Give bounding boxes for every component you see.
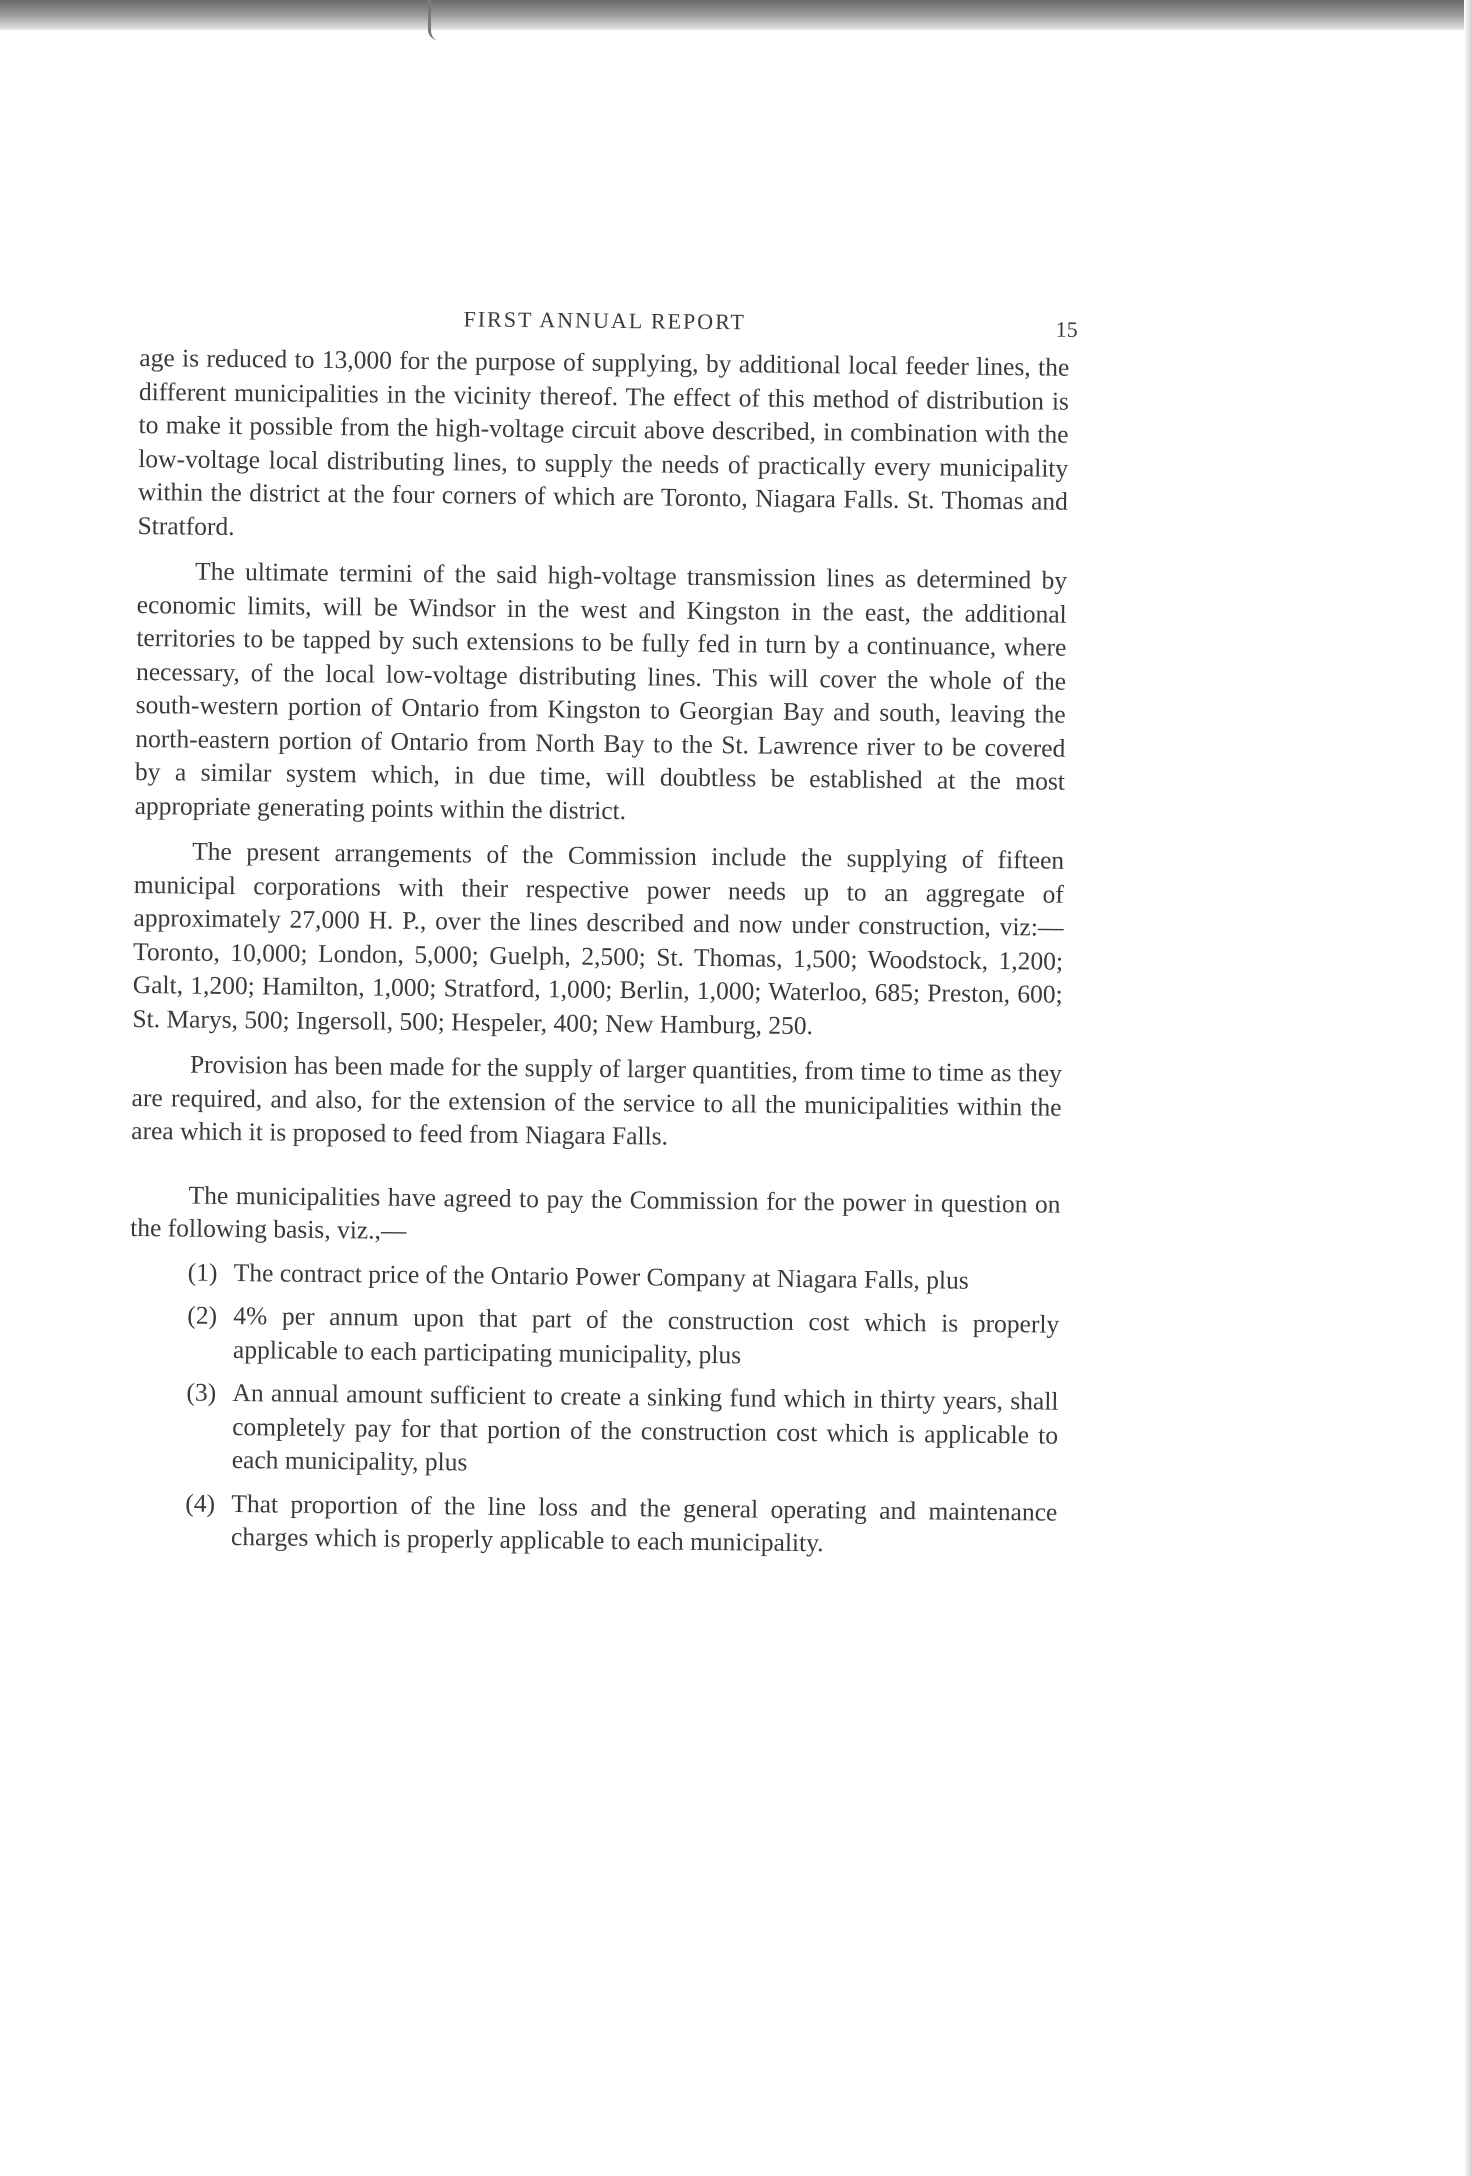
list-item-text: An annual amount sufficient to create a sinking fund which in thirty years, shall completely pay for that portion of the construction cost which is applicable to each municipality, plus [231, 1378, 1059, 1477]
list-item [128, 1375, 1059, 1485]
paragraph-4: Provision has been made for the supply of larger quantities, from time to time as they are required, and also, for the extension of the service to all the municipalities within the area which it is proposed to feed from Niagara Falls. [131, 1049, 1063, 1151]
list-item [130, 1254, 1060, 1297]
list-item-number: (4) [185, 1488, 216, 1518]
document-page [127, 295, 1078, 1562]
scan-mark [428, 0, 441, 40]
list-item [129, 1298, 1060, 1375]
list-item [127, 1485, 1058, 1562]
running-head [140, 295, 1078, 351]
paragraph-1: age is reduced to 13,000 for the purpose of supplying, by additional local feeder lines, the different municipalities in the vicinity thereof. The effect of this method of distribution is to make it possible from the high-voltage circuit above described, in combination with the low-voltage local distributing lines, to supply the needs of practically every municipality within the district at the four corners of which are Toronto, Niagara Falls. St. Thomas and Stratford. [137, 342, 1070, 541]
list-item-number: (1) [187, 1257, 218, 1287]
list-item-number: (3) [186, 1377, 217, 1407]
running-head-title: FIRST ANNUAL REPORT [463, 306, 747, 335]
list-item-text: The contract price of the Ontario Power Company at Niagara Falls, plus [233, 1257, 969, 1295]
paragraph-5: The municipalities have agreed to pay the Commission for the power in question on the following basis, viz.,— [130, 1180, 1061, 1245]
page-number: 15 [1055, 316, 1078, 342]
list-item-number: (2) [187, 1300, 218, 1330]
paragraph-2: The ultimate termini of the said high-voltage transmission lines as determined by economic limits, will be Windsor in the west and Kingston in the east, the additional territories to be tapped by such extensions to be fully fed in turn by a continuance, where necessary, of the local low-voltage distributing lines. This will cover the whole of the south-western portion of Ontario from Kingston to Georgian Bay and south, leaving the north-eastern portion of Ontario from North Bay to the St. Lawrence river to be covered by a similar system which, in due time, will doubtless be established at the most appropriate generating points within the district. [134, 556, 1068, 825]
list-item-text: That proportion of the line loss and the general operating and maintenance charges which is properly applicable to each municipality. [230, 1488, 1058, 1558]
payment-conditions-list [127, 1254, 1060, 1562]
paragraph-3: The present arrangements of the Commission include the supplying of fifteen municipal corporations with their respective power needs up to an aggregate of approximately 27,000 H. P., over the lines described and now under construction, viz:—Toronto, 10,000; London, 5,000; Guelph, 2,500; St. Thomas, 1,500; Woodstock, 1,200; Galt, 1,200; Hamilton, 1,000; Stratford, 1,000; Berlin, 1,000; Waterloo, 685; Preston, 600; St. Marys, 500; Ingersoll, 500; Hespeler, 400; New Hamburg, 250. [132, 836, 1065, 1040]
scan-right-edge [1464, 0, 1472, 2176]
list-item-text: 4% per annum upon that part of the construction cost which is properly applicable to each participating municipality, plus [232, 1301, 1060, 1369]
scan-top-edge [0, 0, 1472, 30]
